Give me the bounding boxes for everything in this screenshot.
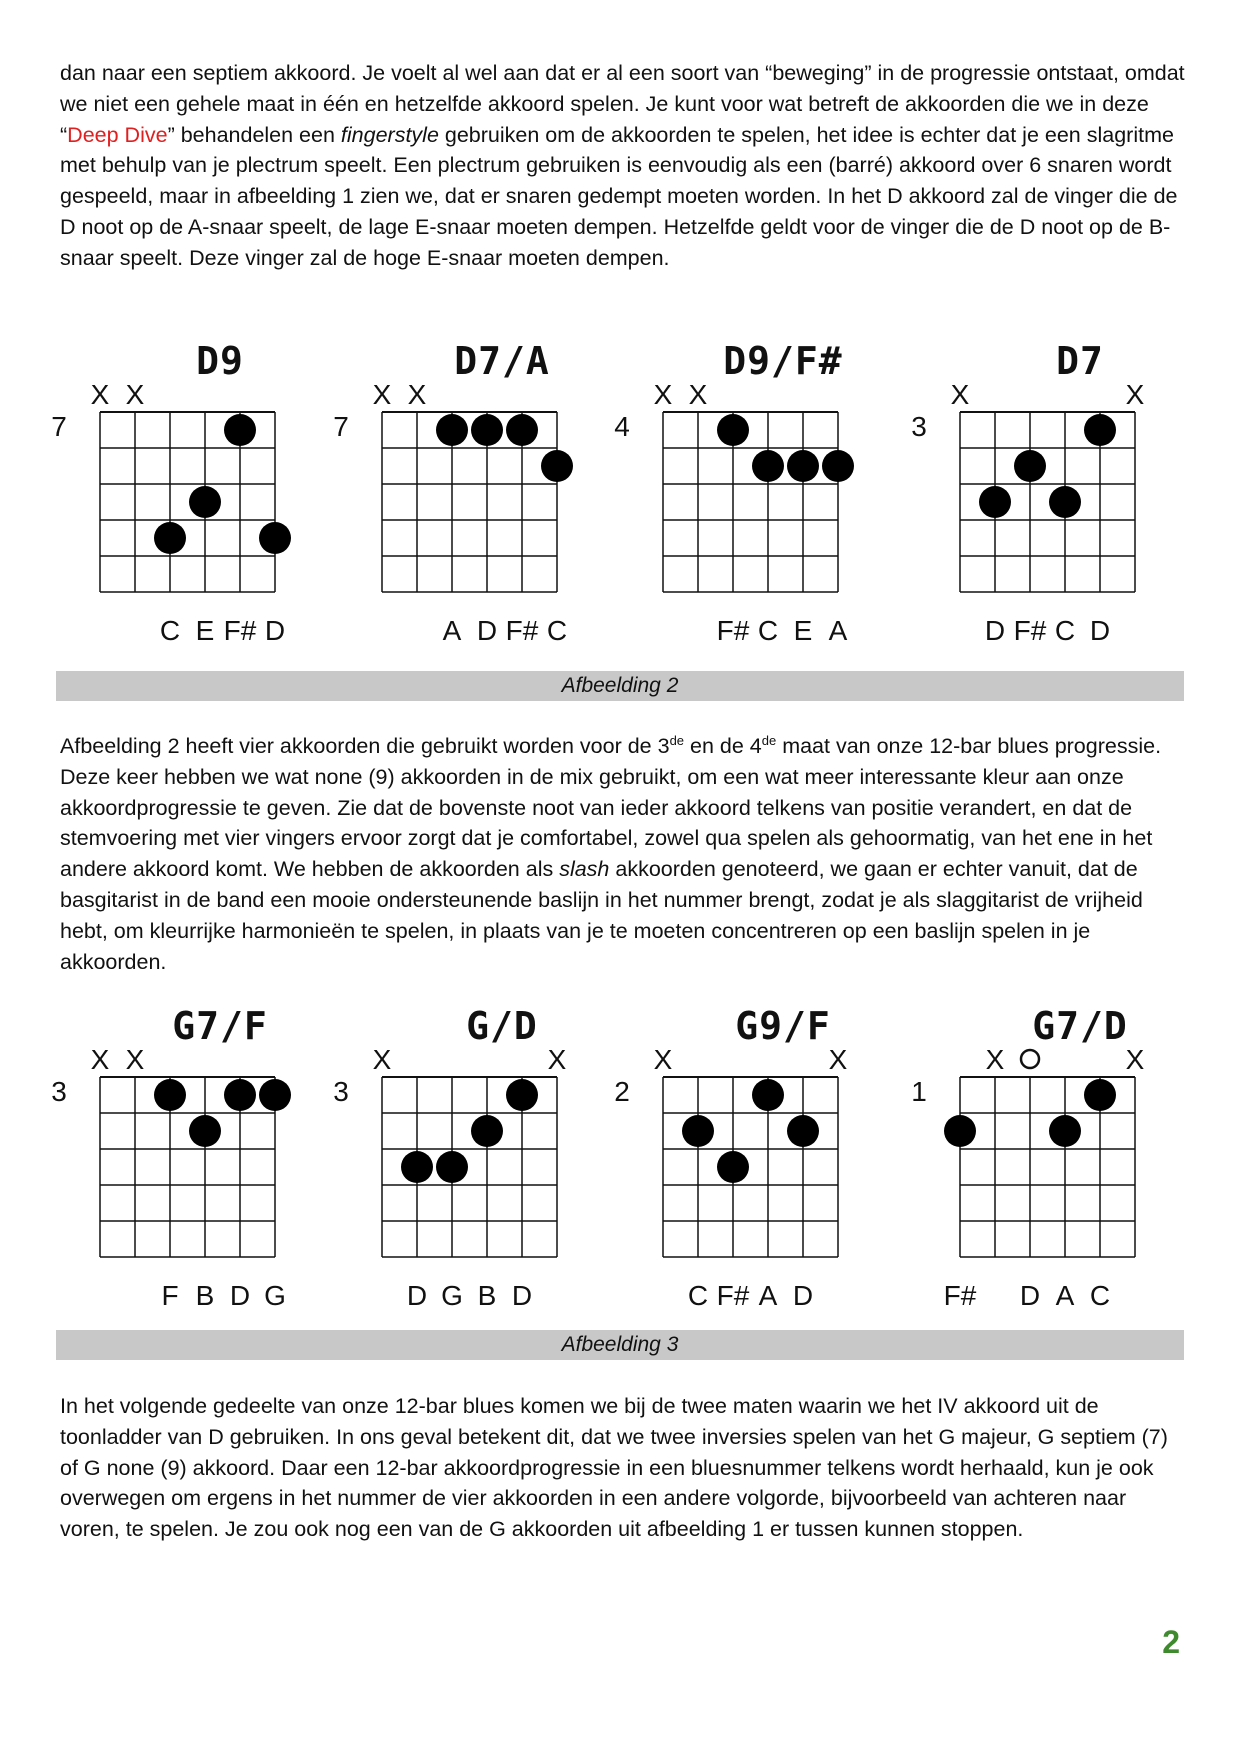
fretboard-grid xyxy=(40,330,340,660)
note-label: C xyxy=(1089,1280,1111,1311)
superscript: de xyxy=(761,732,777,748)
finger-dot xyxy=(1014,450,1046,482)
chord-name: D7/A xyxy=(454,339,550,383)
figure-caption-3: Afbeelding 3 xyxy=(56,1330,1184,1360)
note-label: E xyxy=(195,615,215,646)
finger-dot xyxy=(224,414,256,446)
note-label: F xyxy=(161,1280,179,1311)
starting-fret-number: 2 xyxy=(614,1076,630,1107)
muted-string-marker: X xyxy=(90,379,110,410)
chord-notes xyxy=(322,1280,532,1314)
muted-string-marker: X xyxy=(372,1044,392,1075)
italic-term: slash xyxy=(559,857,610,882)
chord-name: G/D xyxy=(466,1004,538,1048)
finger-dot xyxy=(401,1151,433,1183)
muted-string-marker: X xyxy=(90,1044,110,1075)
note-label: C xyxy=(757,615,779,646)
note-label: C xyxy=(546,615,568,646)
note-label: F# xyxy=(943,1280,977,1311)
chord-diagram xyxy=(603,995,853,1325)
fretboard-grid xyxy=(322,330,622,660)
fretboard-grid xyxy=(603,330,903,660)
finger-dot xyxy=(471,414,503,446)
muted-string-marker: X xyxy=(950,379,970,410)
finger-dot xyxy=(1049,486,1081,518)
finger-dot xyxy=(979,486,1011,518)
note-label: D xyxy=(406,1280,428,1311)
finger-dot xyxy=(717,1151,749,1183)
muted-string-marker: X xyxy=(653,1044,673,1075)
starting-fret-number: 3 xyxy=(51,1076,67,1107)
starting-fret-number: 3 xyxy=(911,411,927,442)
italic-term: fingerstyle xyxy=(340,122,439,147)
chord-name: G7/F xyxy=(172,1004,268,1048)
note-label: D xyxy=(984,615,1006,646)
chord-notes xyxy=(40,615,286,649)
deep-dive-highlight: Deep Dive xyxy=(67,122,168,147)
chord-diagram xyxy=(900,330,1150,660)
finger-dot xyxy=(1084,1079,1116,1111)
chord-notes xyxy=(322,615,568,649)
chord-diagram xyxy=(40,330,290,660)
chord-diagram xyxy=(322,995,572,1325)
note-label: F# xyxy=(223,615,257,646)
note-label: B xyxy=(477,1280,497,1311)
chord-diagram xyxy=(40,995,290,1325)
finger-dot xyxy=(259,522,291,554)
finger-dot xyxy=(822,450,854,482)
chord-diagram xyxy=(603,330,853,660)
chord-figure-3 xyxy=(0,995,1240,1325)
paragraph-text: Afbeelding 2 heeft vier akkoorden die gebruikt worden voor de 3 xyxy=(60,734,670,758)
paragraph-iv-chord xyxy=(60,1391,1190,1545)
muted-string-marker: X xyxy=(125,379,145,410)
finger-dot xyxy=(189,1115,221,1147)
figure-caption-2: Afbeelding 2 xyxy=(56,671,1184,701)
finger-dot xyxy=(752,450,784,482)
paragraph-text: maat van onze 12-bar blues progressie. Deze keer hebben we wat none (9) akkoorden in de mix gebruikt, om een wat meer interessante kleur aan onze akkoordprogressie te geven. Zie dat de bovenste noot van ieder akkoord telkens van positie verandert, en dat de stemvoering met vier vingers ervoor zorgt dat je comfortabel, zowel qua spelen als gehoormatig, van het ene in het andere akkoord komt. We hebben de akkoorden als xyxy=(60,734,1162,882)
note-label: A xyxy=(828,615,848,646)
note-label: A xyxy=(1055,1280,1075,1311)
chord-notes xyxy=(900,1280,1110,1314)
note-label: A xyxy=(442,615,462,646)
note-label: D xyxy=(511,1280,533,1311)
note-label: C xyxy=(159,615,181,646)
paragraph-text: gebruiken om de akkoorden te spelen, het idee is echter dat je een slagritme met behulp van je plectrum speelt. Een plectrum gebruiken is eenvoudig als een (barré) akkoord over 6 snaren wordt gespeeld, maar in afbeelding 1 zien we, dat er snaren gedempt moeten worden. In het D akkoord zal de vinger die de D noot op de A-snaar speelt, de lage E-snaar moeten dempen. Hetzelfde geldt voor de vinger die de D noot op de B-snaar speelt. Deze vinger zal de hoge E-snaar moeten dempen. xyxy=(60,122,1178,270)
fretboard-grid xyxy=(322,995,622,1325)
note-label: G xyxy=(441,1280,463,1311)
finger-dot xyxy=(154,522,186,554)
chord-name: D9/F# xyxy=(723,339,843,383)
muted-string-marker: X xyxy=(547,1044,567,1075)
fretboard-grid xyxy=(40,995,340,1325)
finger-dot xyxy=(1049,1115,1081,1147)
finger-dot xyxy=(506,414,538,446)
finger-dot xyxy=(189,486,221,518)
finger-dot xyxy=(682,1115,714,1147)
finger-dot xyxy=(541,450,573,482)
muted-string-marker: X xyxy=(407,379,427,410)
finger-dot xyxy=(717,414,749,446)
finger-dot xyxy=(787,450,819,482)
note-label: F# xyxy=(716,1280,750,1311)
page-number: 2 xyxy=(1162,1624,1180,1660)
note-label: F# xyxy=(716,615,750,646)
note-label: G xyxy=(264,1280,286,1311)
muted-string-marker: X xyxy=(828,1044,848,1075)
fretboard-grid xyxy=(900,330,1200,660)
chord-name: G9/F xyxy=(735,1004,831,1048)
muted-string-marker: X xyxy=(125,1044,145,1075)
note-label: A xyxy=(758,1280,778,1311)
note-label: B xyxy=(195,1280,215,1311)
open-string-marker xyxy=(1021,1050,1039,1068)
note-label: D xyxy=(264,615,286,646)
chord-diagram xyxy=(322,330,572,660)
starting-fret-number: 1 xyxy=(911,1076,927,1107)
finger-dot xyxy=(224,1079,256,1111)
starting-fret-number: 7 xyxy=(51,411,67,442)
fretboard-grid xyxy=(603,995,903,1325)
chord-name: D9 xyxy=(196,339,244,383)
note-label: D xyxy=(1089,615,1111,646)
muted-string-marker: X xyxy=(1125,379,1145,410)
chord-name: G7/D xyxy=(1032,1004,1128,1048)
note-label: D xyxy=(476,615,498,646)
note-label: D xyxy=(792,1280,814,1311)
note-label: D xyxy=(229,1280,251,1311)
muted-string-marker: X xyxy=(372,379,392,410)
finger-dot xyxy=(1084,414,1116,446)
chord-notes xyxy=(603,1280,813,1314)
note-label: F# xyxy=(1013,615,1047,646)
paragraph-text: en de 4 xyxy=(684,734,762,758)
starting-fret-number: 7 xyxy=(333,411,349,442)
paragraph-text: dan naar een septiem akkoord. Je voelt al wel aan dat er al een soort van “beweging” in de progressie ontstaat, omdat we niet een gehele maat in één en hetzelfde akkoord spelen. Je kunt voor wat betreft de akkoorden die we in deze “ xyxy=(60,61,1185,147)
starting-fret-number: 3 xyxy=(333,1076,349,1107)
muted-string-marker: X xyxy=(688,379,708,410)
note-label: C xyxy=(1054,615,1076,646)
chord-notes xyxy=(900,615,1110,649)
paragraph-intro xyxy=(60,58,1190,274)
chord-notes xyxy=(603,615,848,649)
chord-figure-2 xyxy=(0,330,1240,660)
muted-string-marker: X xyxy=(985,1044,1005,1075)
starting-fret-number: 4 xyxy=(614,411,630,442)
finger-dot xyxy=(259,1079,291,1111)
finger-dot xyxy=(471,1115,503,1147)
finger-dot xyxy=(506,1079,538,1111)
chord-diagram xyxy=(900,995,1150,1325)
finger-dot xyxy=(752,1079,784,1111)
chord-name: D7 xyxy=(1056,339,1104,383)
finger-dot xyxy=(944,1115,976,1147)
superscript: de xyxy=(669,732,685,748)
note-label: D xyxy=(1019,1280,1041,1311)
paragraph-text: akkoorden genoteerd, we gaan er echter vanuit, dat de basgitarist in de band een mooie ondersteunende baslijn in het nummer brengt, zodat je als slaggitarist de vrijheid hebt, om kleurrijke harmonieën te spelen, in plaats van je te moeten concentreren op een baslijn spelen in je akkoorden. xyxy=(60,857,1143,974)
paragraph-figure-2 xyxy=(60,731,1190,977)
fretboard-grid xyxy=(900,995,1200,1325)
paragraph-text: In het volgende gedeelte van onze 12-bar blues komen we bij de twee maten waarin we het IV akkoord uit de toonladder van D gebruiken. In ons geval betekent dit, dat we twee inversies spelen van het G majeur, G septiem (7) of G none (9) akkoord. Daar een 12-bar akkoordprogressie in een bluesnummer telkens wordt herhaald, kun je ook overwegen om ergens in het nummer de vier akkoorden in een andere volgorde, bijvoorbeeld van achteren naar voren, te spelen. Je zou ook nog een van de G akkoorden uit afbeelding 1 er tussen kunnen stoppen. xyxy=(60,1394,1168,1542)
chord-notes xyxy=(40,1280,286,1314)
note-label: E xyxy=(793,615,813,646)
finger-dot xyxy=(787,1115,819,1147)
muted-string-marker: X xyxy=(1125,1044,1145,1075)
finger-dot xyxy=(154,1079,186,1111)
note-label: F# xyxy=(505,615,539,646)
finger-dot xyxy=(436,414,468,446)
muted-string-marker: X xyxy=(653,379,673,410)
paragraph-text: ” behandelen een xyxy=(167,122,341,147)
note-label: C xyxy=(687,1280,709,1311)
finger-dot xyxy=(436,1151,468,1183)
